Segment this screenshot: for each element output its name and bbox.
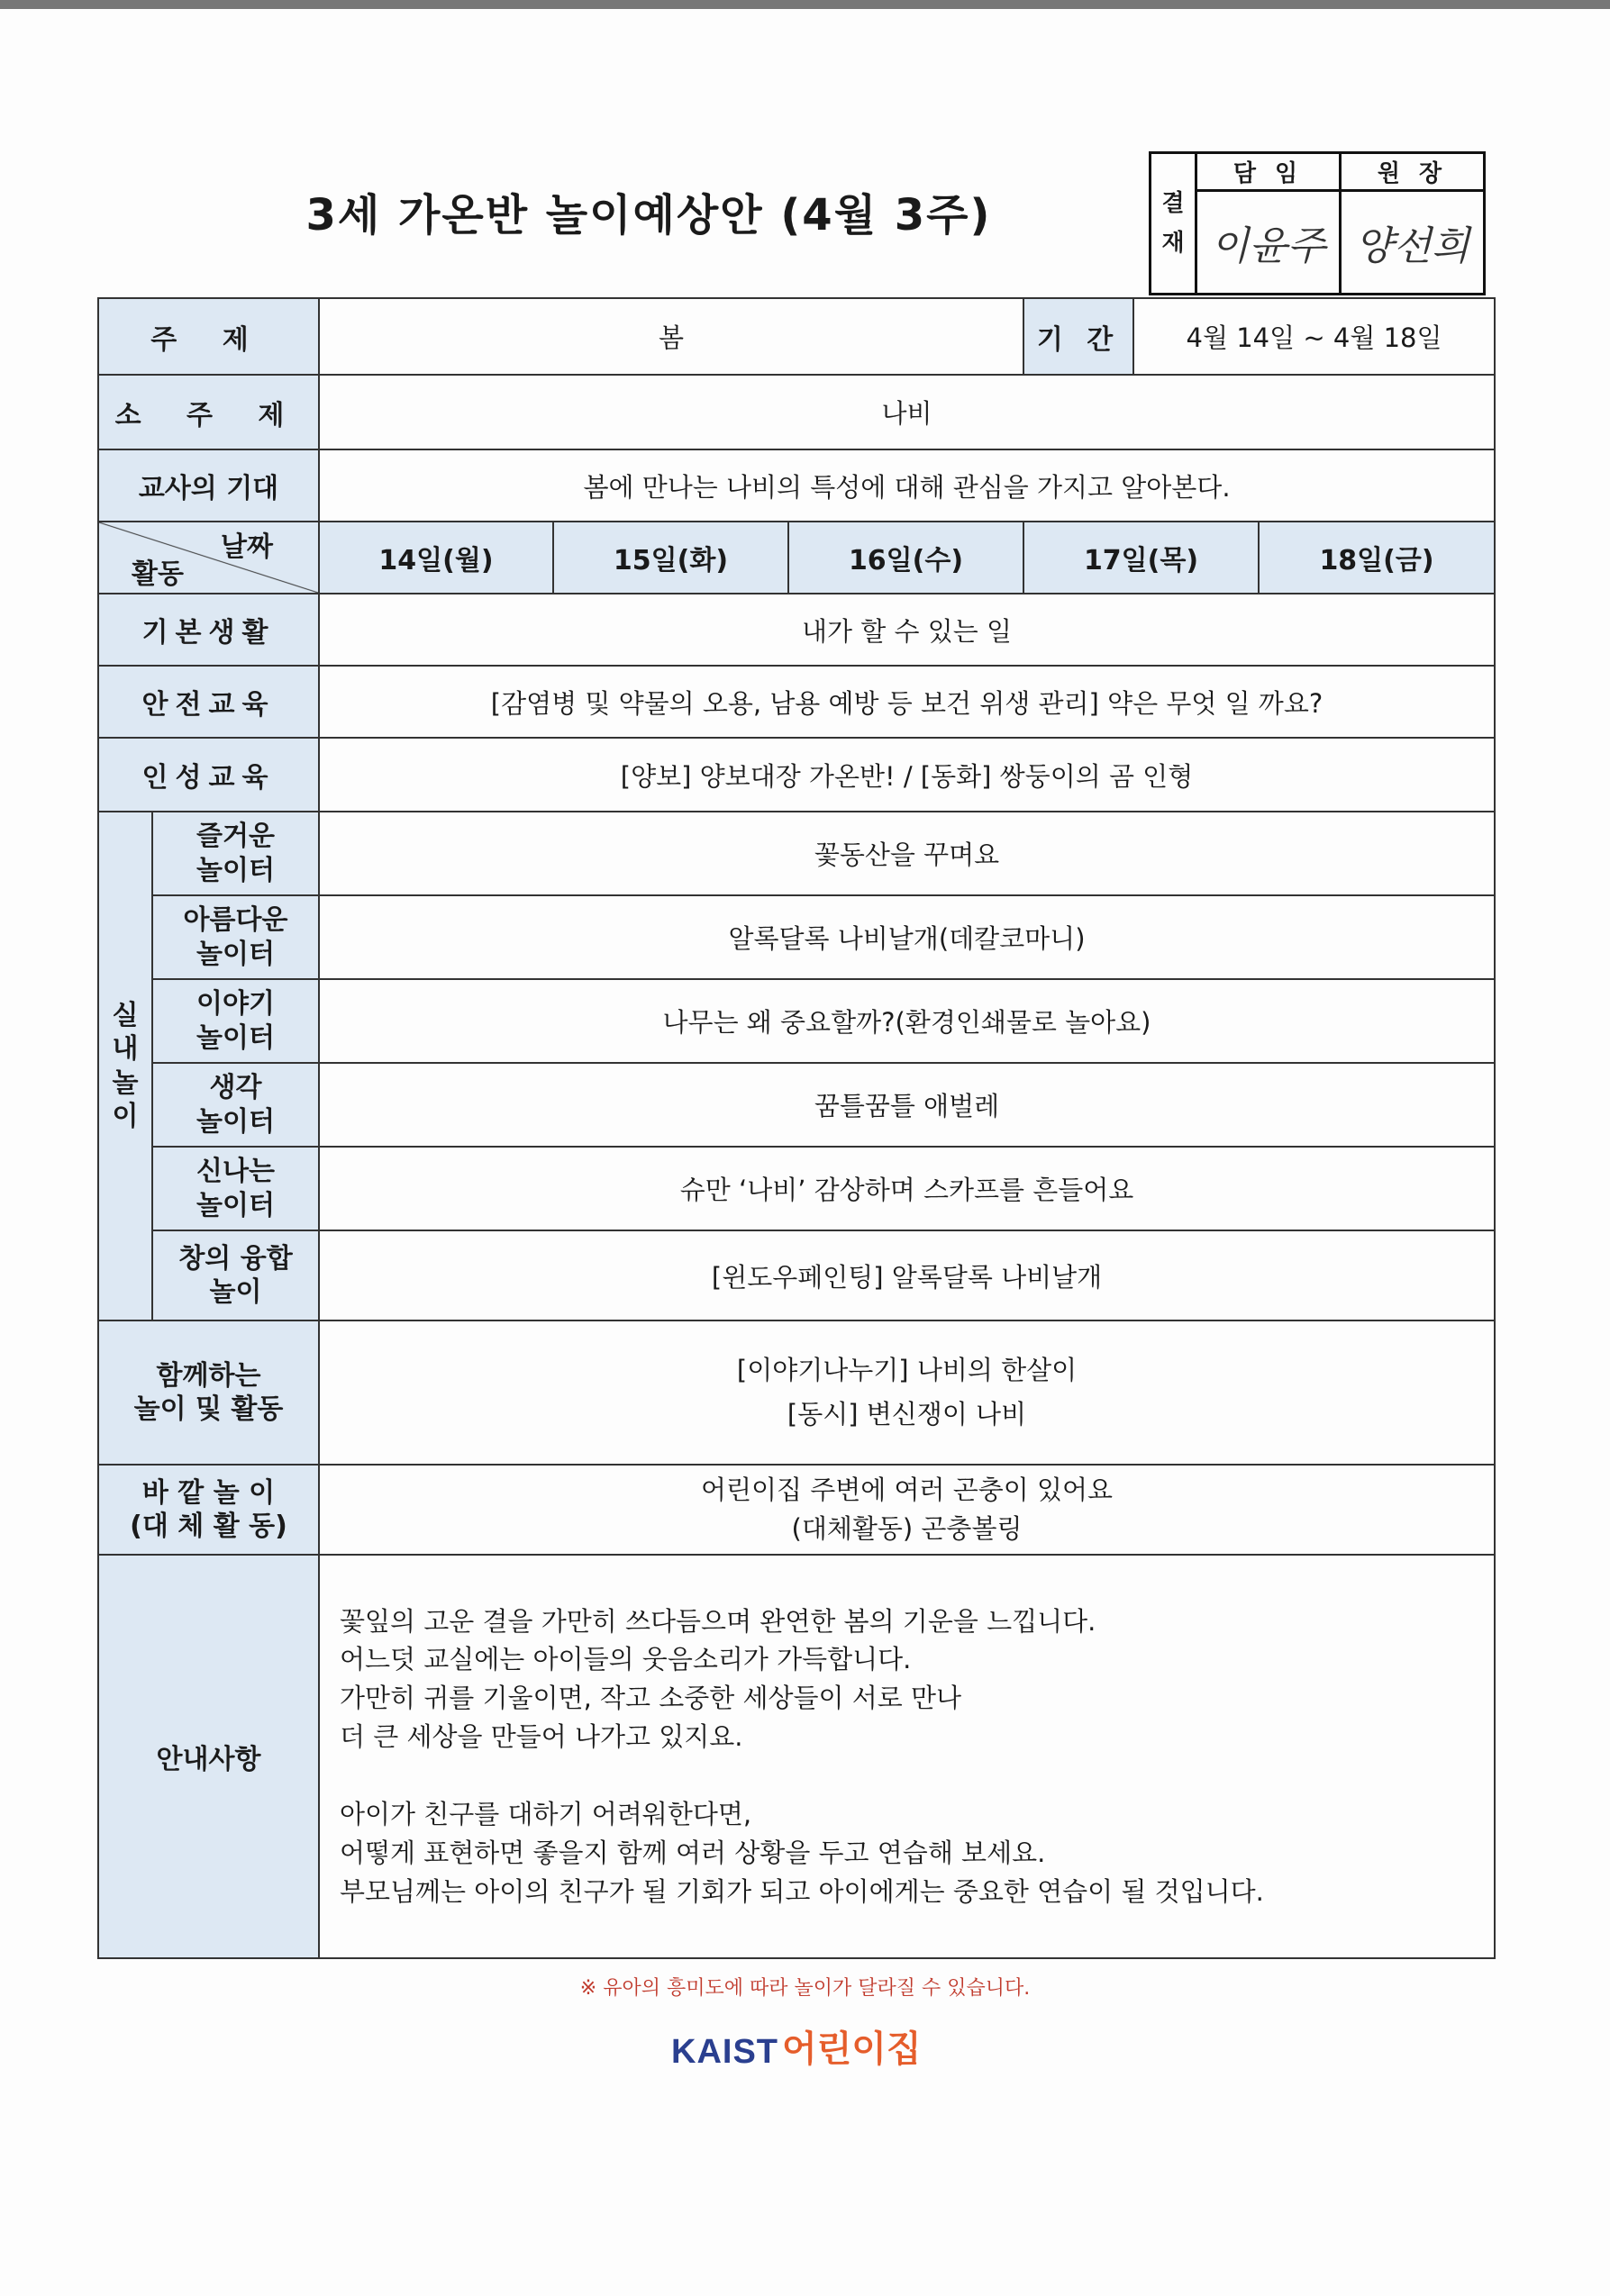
homeroom-teacher-header: 담 임 (1196, 153, 1341, 191)
character-row (98, 738, 1495, 812)
play-plan-table (97, 297, 1496, 1959)
approval-side-label (1151, 153, 1196, 295)
label-line: 즐거운 (196, 821, 275, 852)
basic-life-label: 기본생활 (98, 594, 319, 666)
indoor-row-value: 꽃동산을 꾸며요 (319, 812, 1495, 895)
date-thu: 17일(목) (1023, 522, 1259, 594)
label-line: 생각 (209, 1072, 262, 1103)
indoor-row (98, 1230, 1495, 1320)
scan-top-edge (0, 0, 1610, 9)
activity-header-label: 활동 (132, 558, 184, 590)
basic-life-value: 내가 할 수 있는 일 (319, 594, 1495, 666)
outdoor-row (98, 1465, 1495, 1555)
outdoor-line: 어린이집 주변에 여러 곤충이 있어요 (700, 1474, 1114, 1505)
date-mon: 14일(월) (319, 522, 553, 594)
together-line: [이야기나누기] 나비의 한살이 (736, 1354, 1078, 1385)
notice-line: 가만히 귀를 기울이면, 작고 소중한 세상들이 서로 만나 (340, 1683, 962, 1714)
page-title: 3세 가온반 놀이예상안 (4월 3주) (305, 190, 992, 240)
date-wed: 16일(수) (788, 522, 1023, 594)
subtheme-row (98, 375, 1495, 449)
notice-line: 어느덧 교실에는 아이들의 웃음소리가 가득합니다. (340, 1644, 912, 1675)
indoor-play-label (98, 812, 152, 1320)
footnote: ※ 유아의 흥미도에 따라 놀이가 달라질 수 있습니다. (579, 1977, 1031, 2000)
indoor-row-label (152, 1147, 319, 1230)
date-tue: 15일(화) (553, 522, 788, 594)
label-line: 놀이 및 활동 (133, 1393, 284, 1425)
label-line: 바 깥 놀 이 (141, 1476, 276, 1509)
indoor-row-label (152, 895, 319, 979)
notice-line: 아이가 친구를 대하기 어려워한다면, (340, 1799, 752, 1830)
period-label: 기 간 (1024, 299, 1134, 374)
indoor-row (98, 1147, 1495, 1230)
outdoor-value (319, 1465, 1495, 1555)
indoor-row-value: 알록달록 나비날개(데칼코마니) (319, 895, 1495, 979)
logo-daycare-text: 어린이집 (782, 2028, 922, 2070)
period-cell (1023, 298, 1495, 375)
indoor-label-char: 실 (112, 999, 139, 1031)
label-line: 함께하는 (156, 1359, 261, 1392)
logo-kaist-text: KAIST (671, 2033, 778, 2071)
theme-value: 봄 (319, 298, 1023, 375)
outdoor-label (98, 1465, 319, 1555)
notice-line: 꽃잎의 고운 결을 가만히 쓰다듬으며 완연한 봄의 기운을 느낍니다. (340, 1605, 1096, 1637)
notice-line: 부모님께는 아이의 친구가 될 기회가 되고 아이에게는 중요한 연습이 될 것입니다. (340, 1875, 1264, 1907)
indoor-row (98, 979, 1495, 1063)
notice-line: 더 큰 세상을 만들어 나가고 있지요. (340, 1720, 743, 1752)
label-line: 놀이터 (196, 1021, 275, 1054)
subtheme-value: 나비 (319, 375, 1495, 449)
date-header-row (98, 522, 1495, 594)
indoor-row-label (152, 1230, 319, 1320)
approval-side-label-2: 재 (1161, 230, 1185, 257)
indoor-row (98, 1063, 1495, 1147)
date-activity-header (98, 522, 319, 594)
safety-label: 안전교육 (98, 666, 319, 738)
indoor-label-char: 이 (112, 1101, 139, 1132)
label-line: 아름다운 (183, 904, 288, 936)
notice-line: 어떻게 표현하면 좋을지 함께 여러 상황을 두고 연습해 보세요. (340, 1837, 1046, 1868)
expectation-label: 교사의 기대 (98, 449, 319, 522)
homeroom-teacher-signature: 이윤주 (1196, 191, 1341, 295)
date-header-label: 날짜 (221, 531, 273, 563)
together-row (98, 1320, 1495, 1465)
expectation-value: 봄에 만나는 나비의 특성에 대해 관심을 가지고 알아본다. (319, 449, 1495, 522)
indoor-row-label (152, 1063, 319, 1147)
indoor-label-char: 내 (112, 1033, 139, 1065)
indoor-row-value: 꿈틀꿈틀 애벌레 (319, 1063, 1495, 1147)
expectation-row (98, 449, 1495, 522)
director-header: 원 장 (1341, 153, 1485, 191)
together-line: [동시] 변신쟁이 나비 (787, 1399, 1027, 1429)
notice-row (98, 1555, 1495, 1958)
period-value: 4월 14일 ~ 4월 18일 (1186, 322, 1442, 353)
subtheme-label: 소 주 제 (98, 375, 319, 449)
label-line: (대 체 활 동) (130, 1511, 287, 1542)
theme-label: 주 제 (98, 298, 319, 375)
date-fri: 18일(금) (1259, 522, 1495, 594)
safety-value: [감염병 및 약물의 오용, 남용 예방 등 보건 위생 관리] 약은 무엇 일 까요? (319, 666, 1495, 738)
label-line: 신나는 (196, 1156, 275, 1187)
indoor-label-char: 놀 (112, 1066, 139, 1099)
notice-label: 안내사항 (98, 1555, 319, 1958)
indoor-row-value: 나무는 왜 중요할까?(환경인쇄물로 놀아요) (319, 979, 1495, 1063)
indoor-row-value: 슈만 ‘나비’ 감상하며 스카프를 흔들어요 (319, 1147, 1495, 1230)
notice-text (319, 1555, 1495, 1958)
together-value (319, 1320, 1495, 1465)
indoor-row (98, 895, 1495, 979)
indoor-row-label (152, 812, 319, 895)
character-label: 인성교육 (98, 738, 319, 812)
label-line: 놀이터 (196, 938, 275, 970)
label-line: 창의 융합 (178, 1242, 293, 1275)
outdoor-line: (대체활동) 곤충볼링 (791, 1513, 1023, 1544)
label-line: 놀이터 (196, 1105, 275, 1138)
approval-box (1149, 151, 1486, 295)
kaist-daycare-logo (671, 2018, 922, 2072)
approval-side-label-1: 결 (1161, 189, 1185, 217)
together-label (98, 1320, 319, 1465)
indoor-row-label (152, 979, 319, 1063)
label-line: 놀이터 (196, 854, 275, 886)
basic-life-row (98, 594, 1495, 666)
director-signature: 양선희 (1341, 191, 1485, 295)
safety-row (98, 666, 1495, 738)
character-value: [양보] 양보대장 가온반! / [동화] 쌍둥이의 곰 인형 (319, 738, 1495, 812)
indoor-row (98, 812, 1495, 895)
label-line: 놀이터 (196, 1189, 275, 1221)
label-line: 놀이 (209, 1276, 262, 1308)
label-line: 이야기 (196, 988, 275, 1020)
indoor-row-value: [윈도우페인팅] 알록달록 나비날개 (319, 1230, 1495, 1320)
theme-row (98, 298, 1495, 375)
